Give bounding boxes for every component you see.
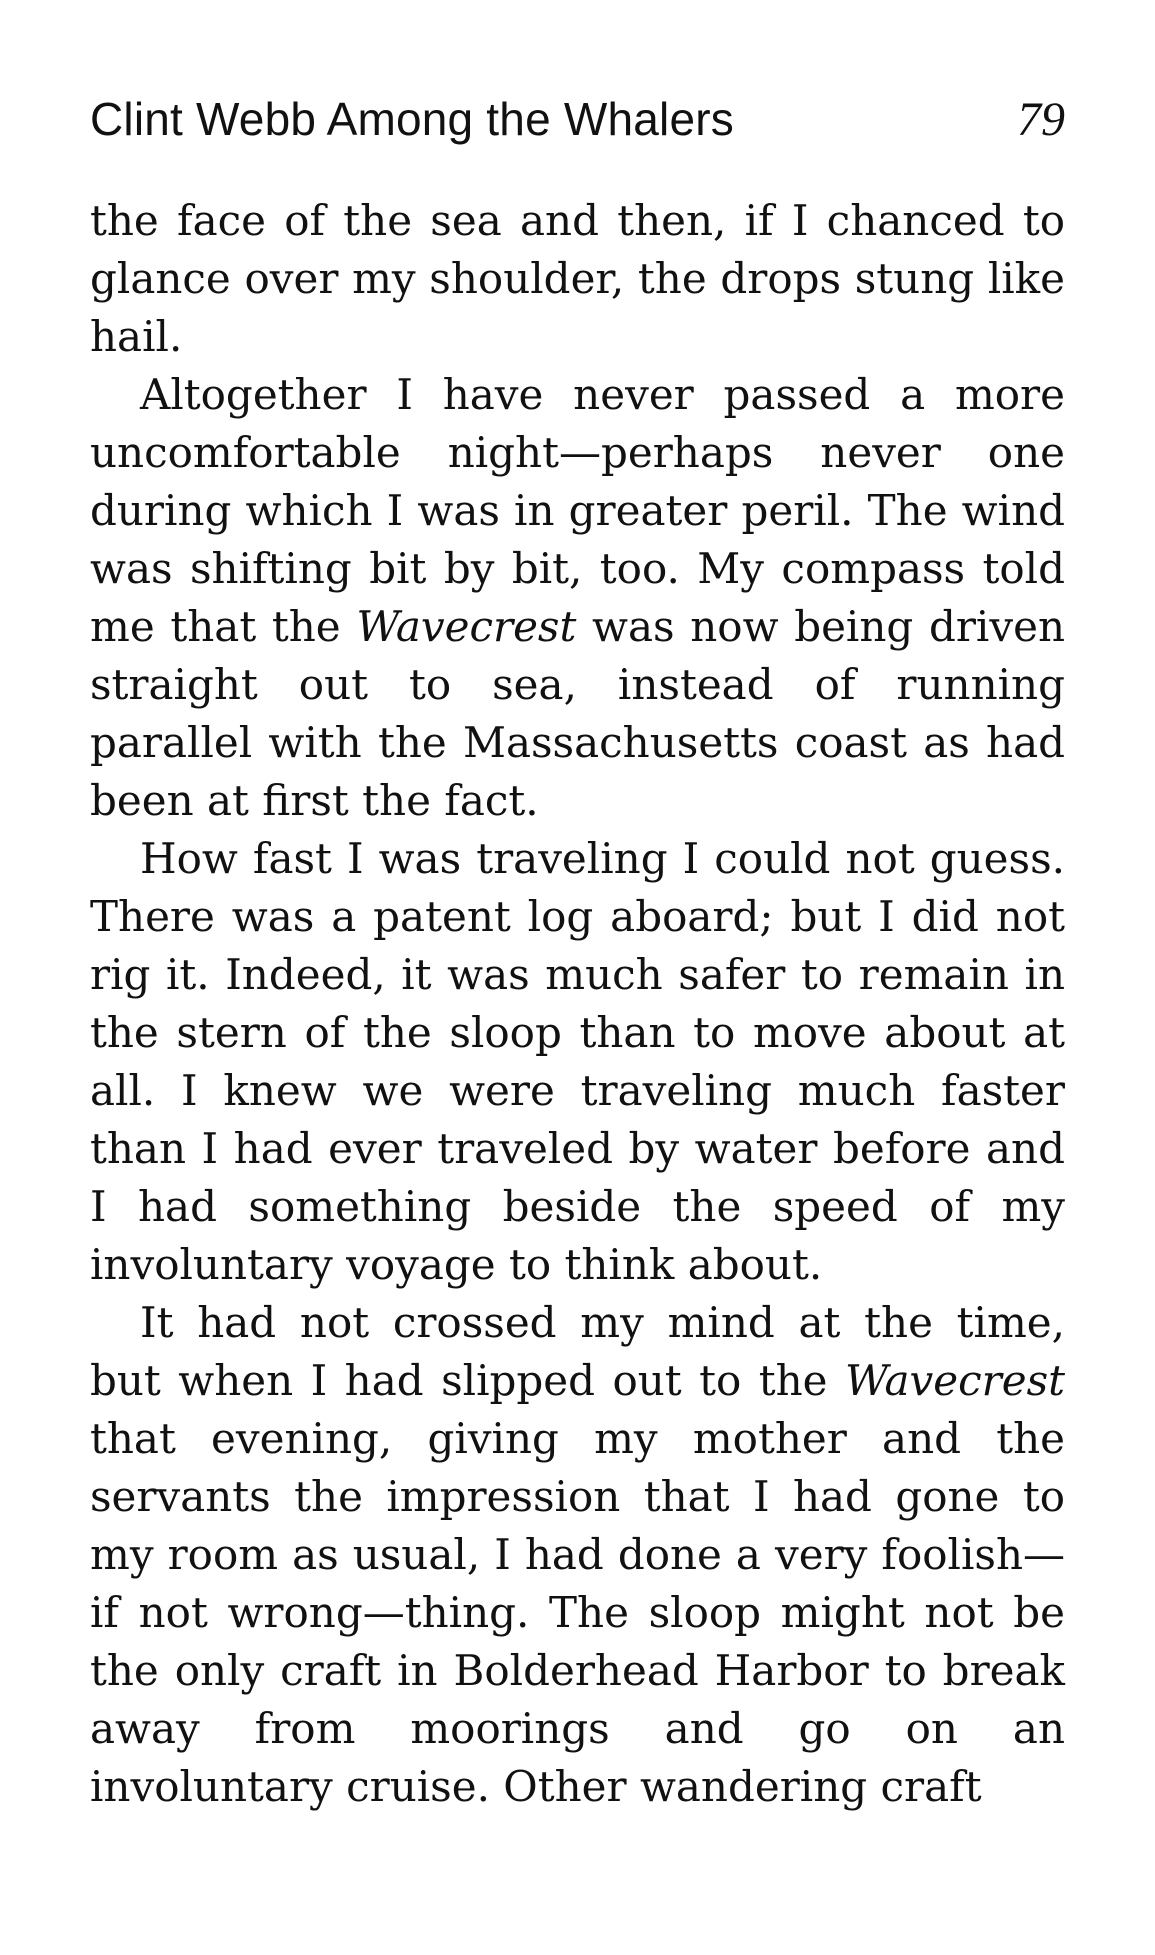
paragraph-text: was now being driven straight out to sea, instead of running parallel with the Massachusetts coast as had been at first the fact. (90, 602, 1065, 825)
ship-name: Wavecrest (356, 602, 577, 651)
body-text (90, 192, 1065, 1816)
paragraph-text: that evening, giving my mother and the servants the impression that I had gone to my room as usual, I had done a very foolish—if not wrong—thing. The sloop might not be the only craft in Bolderhead Harbor to break away from moorings and go on an involuntary cruise. Other wandering craft (90, 1414, 1065, 1811)
paragraph (90, 192, 1065, 366)
paragraph-text: Altogether I have never passed a more uncomfortable night—perhaps never one during which I was in greater peril. The wind was shifting bit by bit, too. My compass told me that the (90, 370, 1065, 651)
paragraph (90, 1294, 1065, 1816)
page-number: 79 (1017, 93, 1065, 146)
running-head (90, 92, 1065, 162)
paragraph-text: the face of the sea and then, if I chanced to glance over my shoulder, the drops stung like hail. (90, 196, 1065, 361)
paragraph (90, 830, 1065, 1294)
running-head-title: Clint Webb Among the Whalers (90, 93, 734, 145)
paragraph (90, 366, 1065, 830)
paragraph-text: It had not crossed my mind at the time, but when I had slipped out to the (90, 1298, 1065, 1405)
paragraph-text: How fast I was traveling I could not guess. There was a patent log aboard; but I did not rig it. Indeed, it was much safer to remain in the stern of the sloop than to move about at all. I knew we were traveling much faster than I had ever traveled by water before and I had something beside the speed of my involuntary voyage to think about. (90, 834, 1065, 1289)
ship-name: Wavecrest (844, 1356, 1065, 1405)
